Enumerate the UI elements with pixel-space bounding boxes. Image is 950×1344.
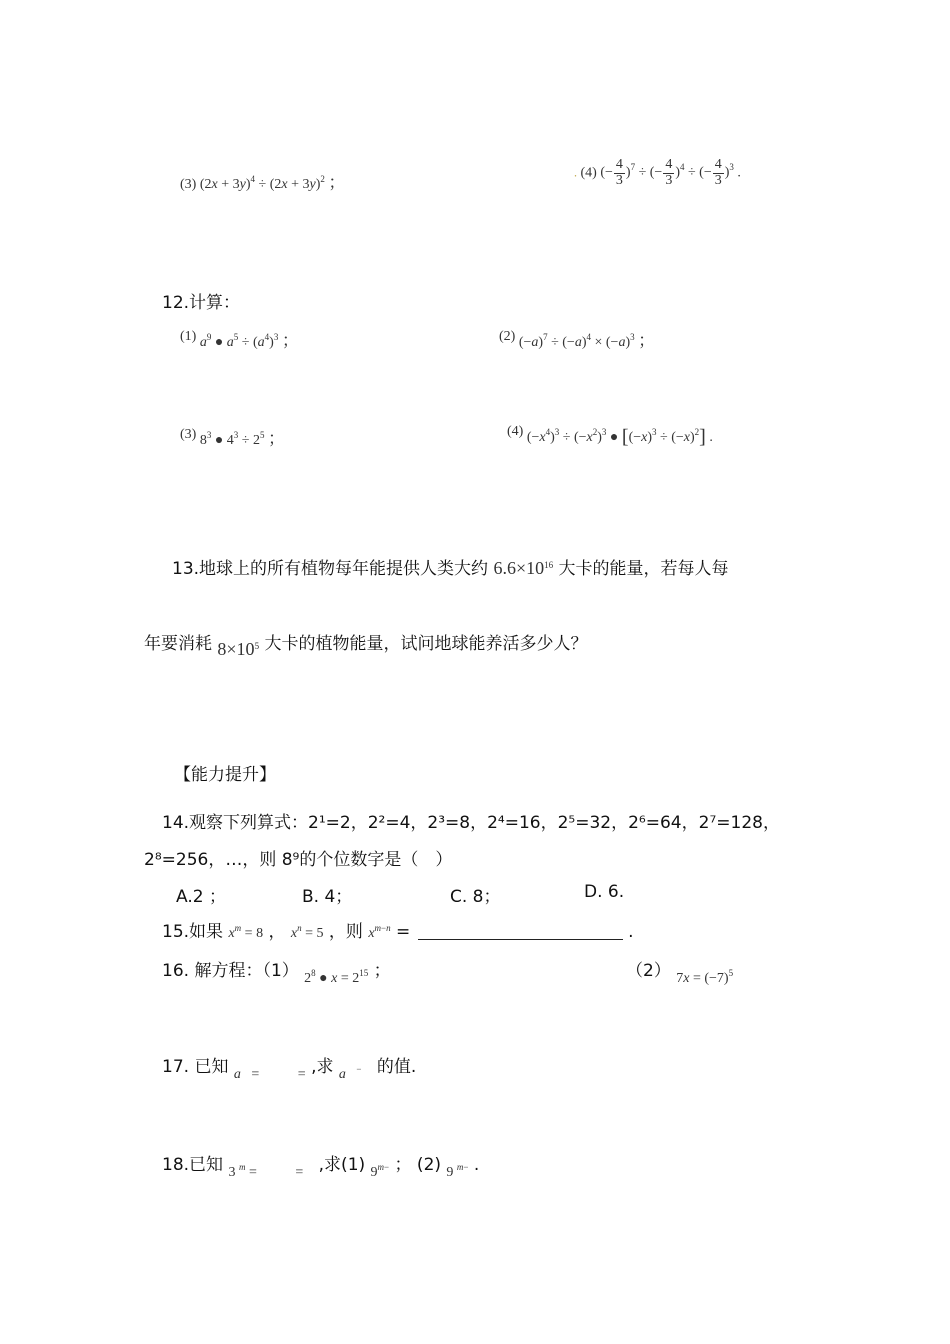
q11-part3-expression: $(2x + 3y)^4 \div (2x + 3y)^2$: [199, 174, 325, 192]
q12-part4-expression: $(-x^4)^3 \div (-x^2)^3$ ● $[(-x)^3 \div (-x)^2]$: [526, 426, 706, 448]
q13-line2-text-a: 年要消耗: [144, 634, 212, 654]
q17-target: a −: [338, 1064, 362, 1082]
q17-line: [162, 1052, 416, 1083]
q13-line2-text-b: 大卡的植物能量，试问地球能养活多少人？: [264, 634, 588, 654]
q12-part4-label: (4): [507, 424, 524, 439]
q12-part1-expression: $a^9$ ● $a^5 \div (a^4)^3$: [199, 332, 279, 350]
q12-part3-end: ；: [267, 429, 285, 449]
q13-line1-text-a: 13.地球上的所有植物每年能提供人类大约: [172, 559, 489, 579]
q13-energy-total: $6.6\times 10^{16}$: [493, 558, 554, 578]
q12-part2-end: ；: [638, 331, 656, 351]
q18-mid: ,求(1): [318, 1155, 366, 1175]
q12-part2-expression: $(-a)^7 \div (-a)^4 \times (-a)^3$: [518, 332, 635, 350]
q14-option-b: B. 4；: [302, 887, 353, 907]
q14-option-d: D. 6.: [584, 882, 625, 902]
q16-label-2: （2）: [626, 961, 671, 981]
q15-end: .: [628, 922, 634, 942]
q11-part3-end: ；: [328, 173, 346, 193]
q11-part3-label: (3): [180, 177, 197, 192]
q16-end-1: ；: [373, 961, 391, 981]
q12-part3: [180, 424, 285, 449]
q12-part2: [499, 326, 655, 351]
q15-prefix: 15.如果: [162, 922, 224, 942]
q12-part4: [507, 424, 713, 449]
section-heading: 【能力提升】: [174, 765, 276, 785]
q14-line2: 2⁸=256，…，则 8⁹的个位数字是（ ）: [144, 850, 453, 870]
q18-sep: ； (2): [394, 1155, 442, 1175]
q17-mid: ,求: [311, 1057, 334, 1077]
q18-end: .: [473, 1155, 480, 1175]
q14-option-a: A.2 ；: [176, 887, 226, 907]
q15-sep-2: ，则: [328, 922, 363, 942]
q14-option-c: C. 8；: [450, 887, 501, 907]
q12-part1: [180, 326, 299, 351]
q16-equation-1: 28 ● x = 215: [304, 968, 369, 986]
q11-part4-end: .: [737, 165, 741, 181]
q16-part2: [626, 956, 733, 987]
q15-answer-blank[interactable]: [418, 925, 623, 940]
q11-part4: [574, 158, 741, 188]
q12-part3-label: (3): [180, 427, 197, 442]
q11-part4-expression: (− $\frac{4}{3}$ )$^7$ ÷ (− $\frac{4}{3}$ )$^4$ ÷ (− $\frac{4}{3}$ )$^3$: [600, 157, 734, 188]
q16-prefix: 16. 解方程：（1）: [162, 961, 299, 981]
q15-target: $x^{m-n}$: [368, 923, 391, 941]
q12-part1-end: ；: [281, 331, 299, 351]
q12-title: 12.计算：: [162, 293, 241, 313]
q13-line1: [172, 554, 729, 579]
q16-line: [162, 956, 391, 987]
q17-prefix: 17. 已知: [162, 1057, 229, 1077]
q12-part4-end: .: [709, 430, 713, 445]
q17-given: a = =: [233, 1067, 306, 1082]
q15-sep-1: ，: [268, 922, 286, 942]
q15-condition-1: $x^m = 8$: [228, 923, 264, 941]
q18-line: [162, 1150, 479, 1181]
edit-mark-icon: .: [574, 165, 577, 180]
q13-line1-text-b: 大卡的能量，若每人每: [558, 559, 729, 579]
q12-part2-label: (2): [499, 329, 516, 344]
q15-line: [162, 917, 634, 942]
q14-line1: 14.观察下列算式：2¹=2，2²=4，2³=8，2⁴=16，2⁵=32，2⁶=64，2⁷=128，: [162, 813, 780, 833]
q12-part1-label: (1): [180, 329, 197, 344]
q11-part3: [180, 168, 345, 193]
q13-energy-per-person: $8\times 10^5$: [217, 639, 260, 659]
q15-equals: =: [396, 922, 411, 942]
q18-given: 3 m = =: [228, 1162, 304, 1180]
q12-part3-expression: $8^3$ ● $4^3 \div 2^5$: [199, 430, 265, 448]
q13-line2: [144, 629, 587, 660]
q11-part4-label: (4): [580, 165, 597, 181]
q17-end: 的值.: [376, 1057, 417, 1077]
q18-target-1: 9m−: [370, 1162, 390, 1180]
q15-condition-2: $x^n = 5$: [290, 923, 324, 941]
q18-prefix: 18.已知: [162, 1155, 224, 1175]
q18-target-2: 9 m−: [446, 1162, 469, 1180]
q16-equation-2: 7x = (−7)5: [676, 968, 734, 986]
